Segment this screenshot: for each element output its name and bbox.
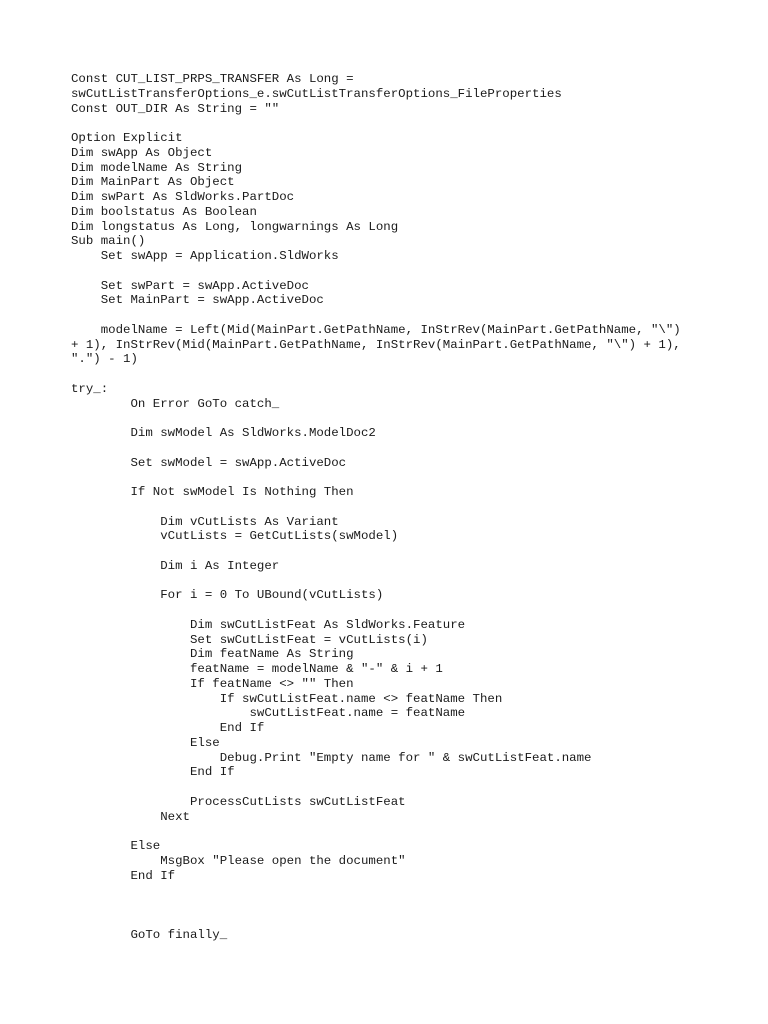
- code-line: [71, 574, 731, 589]
- code-line: Set swApp = Application.SldWorks: [71, 249, 339, 263]
- code-line: Const CUT_LIST_PRPS_TRANSFER As Long =: [71, 72, 354, 86]
- code-line: [71, 367, 731, 382]
- code-line: ProcessCutLists swCutListFeat: [71, 794, 406, 809]
- code-line: End If: [71, 721, 265, 735]
- code-line: Dim modelName As String: [71, 160, 243, 175]
- code-line: try_:: [71, 381, 109, 396]
- code-line: featName = modelName & "-" & i + 1: [71, 662, 443, 676]
- code-line: Const OUT_DIR As String = "": [71, 101, 280, 116]
- code-line: [71, 824, 731, 839]
- code-line: [71, 470, 731, 485]
- code-line: [71, 913, 731, 928]
- code-line: Debug.Print "Empty name for " & swCutListFeat.name: [71, 750, 592, 765]
- code-line: Set swModel = swApp.ActiveDoc: [71, 455, 347, 470]
- code-line: MsgBox "Please open the document": [71, 853, 406, 868]
- code-line: If Not swModel Is Nothing Then: [71, 485, 354, 499]
- code-line: Dim MainPart As Object: [71, 175, 235, 190]
- code-line: On Error GoTo catch_: [71, 396, 280, 411]
- code-line: For i = 0 To UBound(vCutLists): [71, 588, 384, 603]
- code-line: swCutListTransferOptions_e.swCutListTransferOptions_FileProperties: [71, 86, 562, 101]
- code-line: End If: [71, 765, 235, 780]
- code-line: Set MainPart = swApp.ActiveDoc: [71, 293, 324, 308]
- code-line: Dim longstatus As Long, longwarnings As Long: [71, 219, 399, 234]
- code-line: [71, 544, 731, 559]
- code-line: modelName = Left(Mid(MainPart.GetPathName, InStrRev(MainPart.GetPathName, "\"): [71, 322, 681, 337]
- code-line: Set swCutListFeat = vCutLists(i): [71, 632, 428, 647]
- code-line: If swCutListFeat.name <> featName Then: [71, 691, 503, 706]
- code-line: Dim vCutLists As Variant: [71, 514, 339, 529]
- code-line: If featName <> "" Then: [71, 676, 354, 691]
- code-line: GoTo finally_: [71, 927, 228, 942]
- code-line: [71, 780, 731, 795]
- code-line: [71, 116, 731, 131]
- code-line: Dim boolstatus As Boolean: [71, 204, 257, 219]
- code-line: [71, 264, 731, 279]
- code-line: Sub main(): [71, 234, 146, 249]
- code-line: swCutListFeat.name = featName: [71, 706, 466, 721]
- code-line: vCutLists = GetCutLists(swModel): [71, 529, 399, 544]
- code-listing: [71, 72, 731, 942]
- code-line: [71, 883, 731, 898]
- code-line: Dim swModel As SldWorks.ModelDoc2: [71, 426, 376, 440]
- code-line: Else: [71, 735, 220, 750]
- code-line: [71, 898, 731, 913]
- code-line: Next: [71, 809, 190, 824]
- code-line: Dim swPart As SldWorks.PartDoc: [71, 190, 295, 204]
- code-line: [71, 441, 731, 456]
- code-line: + 1), InStrRev(Mid(MainPart.GetPathName, InStrRev(MainPart.GetPathName, "\") + 1),: [71, 337, 681, 352]
- code-line: [71, 500, 731, 515]
- code-line: [71, 308, 731, 323]
- code-line: Dim swCutListFeat As SldWorks.Feature: [71, 617, 466, 632]
- code-line: Dim featName As String: [71, 647, 354, 662]
- code-line: [71, 411, 731, 426]
- code-line: End If: [71, 868, 176, 883]
- code-line: ".") - 1): [71, 352, 138, 367]
- code-line: [71, 603, 731, 618]
- code-line: Else: [71, 839, 161, 853]
- code-line: Set swPart = swApp.ActiveDoc: [71, 278, 309, 293]
- code-line: Dim swApp As Object: [71, 145, 213, 160]
- code-line: Option Explicit: [71, 131, 183, 145]
- code-line: Dim i As Integer: [71, 558, 280, 573]
